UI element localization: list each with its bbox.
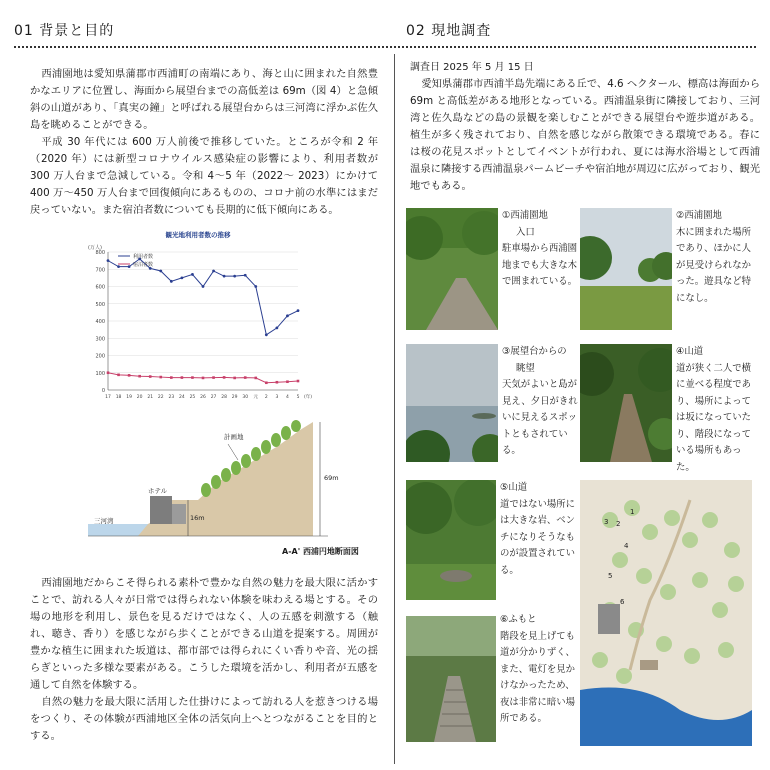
photo-caption-6	[500, 612, 578, 728]
photo-2-title: ②西浦園地	[676, 210, 722, 221]
purpose-text-2: 自然の魅力を最大限に活用した仕掛けによって訪れる人を惹きつける場をつくり、その体験が西浦地区全体の活気向上へとつながることを目的とする。	[30, 696, 378, 742]
photo-4-title: ④山道	[676, 346, 704, 357]
chart-point	[286, 314, 289, 317]
map-marker-5: 5	[608, 572, 613, 580]
diagram-caption: A-A' 西浦円地断面図	[282, 547, 359, 556]
chart-point	[149, 375, 152, 378]
chart-x-tick-label: 20	[136, 395, 143, 400]
chart-x-tick-label: 4	[286, 395, 289, 400]
photo-foot-stairs	[406, 616, 496, 742]
chart-point	[233, 377, 236, 380]
chart-point	[170, 280, 173, 283]
photo-foot-stairs-image	[406, 616, 496, 742]
photo-5-desc: 道ではない場所には大きな岩、ベンチになりそうなものが設置されている。	[500, 498, 576, 576]
chart-point	[159, 270, 162, 273]
chart-point	[297, 309, 300, 312]
survey-date: 調査日 2025 年 5 月 15 日	[410, 62, 534, 73]
chart-x-tick-label: 17	[105, 395, 111, 400]
survey-intro	[410, 76, 760, 195]
photo-view	[406, 344, 498, 462]
chart-x-tick-label: 21	[147, 395, 154, 400]
photo-entrance	[406, 208, 498, 330]
map-marker-4: 4	[624, 542, 629, 550]
chart-legend-label: 利用者数	[133, 254, 154, 260]
photo-path	[580, 344, 672, 462]
chart-point	[275, 327, 278, 330]
photo-path-rocks-image	[406, 480, 496, 600]
chart-point	[212, 376, 215, 379]
chart-point	[286, 380, 289, 383]
chart-x-tick-label: 18	[115, 395, 122, 400]
chart-point	[223, 275, 226, 278]
column-divider	[394, 54, 395, 764]
map-marker-3: 3	[604, 518, 609, 526]
chart-point	[233, 275, 236, 278]
hotel-shape	[150, 496, 172, 524]
cross-section-diagram	[88, 412, 378, 562]
chart-point	[244, 274, 247, 277]
chart-x-tick-label: 23	[168, 395, 175, 400]
chart-point	[159, 376, 162, 379]
visitor-trend-chart	[84, 230, 312, 410]
photo-4-desc: 道が狭く二人で横に並べる程度であり、場所によっては坂になっていたり、階段になっている場所もあった。	[676, 362, 752, 473]
sea-shape	[88, 524, 148, 536]
map-marker-6: 6	[620, 598, 625, 606]
chart-point	[223, 376, 226, 379]
photo-view-image	[406, 344, 498, 462]
photo-3-desc: 天気がよいと島が見え、夕日がきれいに見えるスポットともされている。	[502, 379, 578, 456]
chart-point	[170, 376, 173, 379]
survey-section-title: 02 現地調査	[406, 23, 492, 39]
chart-legend-label: 宿泊者数	[133, 262, 154, 268]
hotel-annex-shape	[172, 504, 186, 524]
background-text-1: 西浦園地は愛知県蒲郡市西浦町の南端にあり、海と山に囲まれた自然豊かなエリアに位置し、海面から展望台までの高低差は 69m（図 4）と急傾斜の山道があり、「真実の鐘」と呼ばれる展望台からは三河湾に浮かぶ佐久島を眺めることができる。	[30, 68, 378, 131]
chart-point	[117, 265, 120, 268]
background-section-title: 01 背景と目的	[14, 23, 115, 39]
chart-point	[191, 273, 194, 276]
chart-x-tick-label: 元	[253, 395, 259, 400]
observatory-pointer	[228, 444, 238, 460]
chart-point	[212, 270, 215, 273]
chart-x-axis-label: (年)	[304, 395, 312, 400]
chart-x-tick-label: 28	[221, 395, 227, 400]
chart-svg	[84, 230, 312, 410]
map-marker-2: 2	[616, 520, 621, 528]
chart-title: 観光地利用者数の推移	[165, 231, 231, 239]
chart-x-tick-label: 3	[275, 395, 279, 400]
chart-y-tick-label: 300	[95, 336, 105, 343]
chart-x-tick-label: 25	[189, 395, 196, 400]
background-text-2: 平成 30 年代には 600 万人前後で推移していた。ところが令和 2 年（2020 年）には新型コロナウイルス感染症の影響により、利用者数が 300 万人台まで急減している。令和 4～5 年（2022～ 2023）にかけて 400 万～450 万人台まで回復傾向にあるものの、コロナ前の水準にはまだ戻っていない。また宿泊者数についても長期的に低下傾向にある。	[30, 136, 378, 216]
photo-park	[580, 208, 672, 330]
chart-point	[117, 374, 120, 377]
chart-x-tick-label: 27	[210, 395, 217, 400]
chart-point	[265, 381, 268, 384]
photo-3-subtitle: 眺望	[516, 362, 535, 374]
chart-point	[128, 374, 131, 377]
map-building2-shape	[640, 660, 658, 670]
chart-x-tick-label: 22	[157, 395, 164, 400]
chart-y-tick-label: 400	[95, 319, 105, 325]
chart-y-tick-label: 100	[95, 370, 105, 377]
chart-x-tick-label: 30	[242, 395, 249, 400]
chart-point	[181, 376, 184, 379]
map-building-shape	[598, 604, 620, 634]
photo-park-image	[580, 208, 672, 330]
photo-caption-4	[676, 344, 760, 476]
chart-y-tick-label: 700	[95, 267, 105, 274]
chart-x-tick-label: 2	[264, 395, 268, 400]
chart-point	[107, 259, 110, 262]
chart-x-tick-label: 5	[296, 395, 300, 400]
photo-6-desc: 階段を見上げても道が分かりずく、また、電灯を見かけなかったため、夜は非常に暗い場所である。	[500, 630, 576, 724]
chart-x-tick-label: 29	[231, 395, 238, 400]
chart-point	[107, 371, 110, 374]
site-map	[580, 480, 752, 746]
background-paragraph	[30, 66, 378, 219]
chart-point	[297, 380, 300, 383]
photo-caption-3	[502, 344, 580, 460]
header-dotted-divider	[14, 46, 756, 48]
photo-1-desc: 駐車場から西浦園地までも大きな木で囲まれている。	[502, 243, 578, 287]
chart-point	[254, 377, 257, 380]
photo-1-title: ①西浦園地	[502, 210, 548, 221]
chart-y-tick-label: 800	[95, 250, 105, 256]
photo-caption-1	[502, 208, 580, 291]
chart-point	[254, 285, 257, 288]
photo-5-title: ⑤山道	[500, 482, 528, 493]
chart-y-tick-label: 600	[95, 284, 105, 291]
photo-caption-2	[676, 208, 758, 307]
chart-point	[128, 265, 131, 268]
diagram-label-bay: 三河湾	[94, 517, 114, 525]
photo-path-image	[580, 344, 672, 462]
map-marker-1: 1	[630, 508, 635, 516]
chart-point	[180, 276, 183, 279]
chart-y-tick-label: 0	[101, 388, 105, 394]
diagram-label-69m: 69m	[324, 474, 339, 482]
chart-x-tick-label: 24	[179, 395, 185, 400]
photo-2-desc: 木に囲まれた場所であり、ほかに人が見受けられなかった。遊具など特になし。	[676, 226, 752, 304]
purpose-text-1: 西浦園地だからこそ得られる素朴で豊かな自然の魅力を最大限に活かすことで、訪れる人々が日常では得られない体験を味わえる場とする。その場の地形を利用し、景色を見るだけではなく、人の五感を刺激する（触れ、聴き、香り）を感じながら歩くことができる山道を提案する。周囲が豊かな植生に囲まれた坂道は、都市部では得られにくい香りや音、光の揺らぎといった多様な要素がある。こうした環境を活かし、利用者が五感を通して自然を体験する。	[30, 577, 378, 691]
chart-y-tick-label: 200	[95, 353, 105, 360]
photo-path-rocks	[406, 480, 496, 600]
chart-point	[202, 285, 205, 288]
chart-unit-label: (万人)	[88, 245, 102, 251]
chart-point	[202, 377, 205, 380]
chart-point	[244, 376, 247, 379]
diagram-label-hotel: ホテル	[148, 487, 168, 495]
photo-entrance-image	[406, 208, 498, 330]
diagram-label-16m: 16m	[190, 514, 205, 522]
chart-x-tick-label: 26	[200, 395, 206, 400]
chart-series-line	[108, 259, 298, 335]
photo-6-title: ⑥ふもと	[500, 614, 537, 625]
diagram-label-site: 計画地	[224, 433, 244, 441]
chart-point	[138, 375, 141, 378]
chart-point	[265, 333, 268, 336]
chart-y-tick-label: 500	[95, 301, 105, 308]
chart-point	[276, 381, 279, 384]
survey-intro-text: 愛知県蒲郡市西浦半島先端にある丘で、4.6 ヘクタール、標高は海面から 69m と高低差がある地形となっている。西浦温泉街に隣接しており、三河湾と佐久島などの島の景観を楽しむことができる展望台や遊歩道がある。植生が多く残されており、自然を感じながら散策できる環境である。春には桜の花見スポットとしてイベントが行われ、夏には海水浴場として西浦温泉に隣接する西浦温泉パームビーチや宿泊地が周辺に広がっており、観光地でもある。	[410, 78, 760, 192]
chart-x-tick-label: 19	[126, 395, 132, 400]
chart-point	[191, 376, 194, 379]
purpose-paragraph	[30, 575, 378, 745]
photo-3-title: ③展望台からの	[502, 346, 567, 357]
photo-caption-5	[500, 480, 578, 579]
photo-1-subtitle: 入口	[516, 226, 535, 238]
